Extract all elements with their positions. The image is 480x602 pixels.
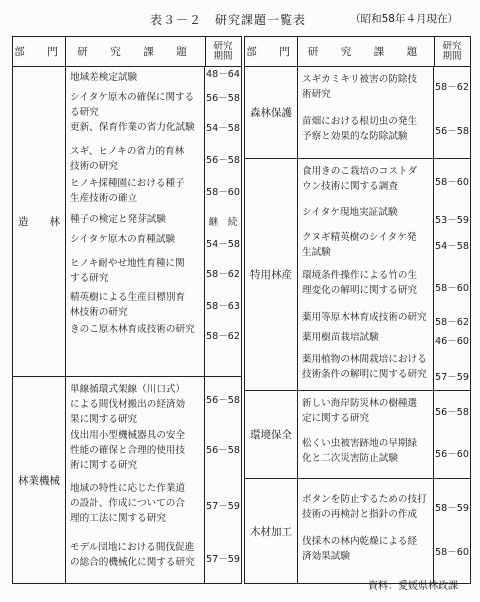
header-period [205,37,241,66]
right-period-cell: 56－60 [434,449,469,460]
left-period-cell: 58－62 [205,331,240,342]
topic-line: 技術条件の解明に関する研究 [302,369,427,380]
left-period-cell: 56－58 [205,395,240,406]
left-topic-cell [70,144,184,174]
topic-line: の総合的機械化に関する研究 [70,557,195,568]
left-topic-cell [70,90,194,120]
left-period-cell: 54－58 [205,239,240,250]
left-topic-cell [70,120,195,135]
right-period-cell: 58－60 [434,283,469,294]
topic-line: 術研究 [302,89,331,100]
topic-line: 食用きのこ栽培のコストダ [302,166,418,177]
topic-line: ウン技術に関する調査 [302,181,398,192]
header-topic: 研 究 課 題 [65,37,206,66]
left-topic-cell [70,232,175,247]
right-topic-cell [302,534,417,564]
left-period-cell: 継 続 [208,217,238,228]
topic-line: る研究 [70,107,99,118]
right-topic-cell [302,114,417,144]
left-topic-cell [70,212,166,227]
left-period-cell: 58－60 [205,187,240,198]
right-topic-cell [302,436,417,466]
left-period-cell: 58－62 [205,269,240,280]
left-period-cell: 58－63 [205,301,240,312]
topic-line: スギカミキリ被害の防除技 [302,74,418,85]
header-period-line1: 研究 [213,40,233,52]
topic-line: 理的工法に関する研究 [70,513,166,524]
header-period-line2: 期間 [213,50,233,62]
header-topic: 研 究 課 題 [297,37,435,66]
right-period-cell: 58－60 [434,547,469,558]
topic-line: クヌギ精英樹のシイタケ発 [302,232,417,243]
header-dept: 部 門 [245,37,298,66]
left-period-cell: 57－59 [205,501,240,512]
left-topic-cell [70,382,185,427]
topic-line: きのこ原木林育成技術の研究 [70,324,195,335]
right-topic-cell [302,492,427,522]
right-period-cell: 53－59 [434,215,469,226]
right-dept-label: 木材加工 [250,525,292,538]
left-table-header [13,37,241,67]
right-period-cell: 54－58 [434,241,469,252]
right-dept-cell [245,66,297,158]
right-table [244,36,471,584]
topic-line: の設計、作成についての合 [70,498,185,509]
topic-line: 単線循環式架線（川口式） [70,384,186,395]
topic-line: ボタンを防止するための技打 [302,494,427,505]
left-topic-cell [70,428,185,473]
right-topic-cell [302,310,427,325]
topic-line: 術に関する研究 [70,460,138,471]
left-topic-cell [70,481,185,526]
left-period-cell: 57－59 [205,554,240,565]
topic-line: 林技術の研究 [70,307,128,318]
right-topic-cell [302,205,397,220]
left-topic-cell [70,176,185,206]
right-dept-label: 森林保護 [250,106,292,119]
topic-line: 地域の特性に応じた作業道 [70,483,186,494]
topic-line: 定に関する研究 [302,413,370,424]
topic-line: 生産技術の確立 [70,193,138,204]
topic-line: 薬用等原木林育成技術の研究 [302,312,427,323]
topic-line: 伐出用小型機械器具の安全 [70,430,186,441]
left-dept-label: 林業機械 [18,474,60,487]
right-topic-cell [302,352,427,382]
right-period-cell: 58－59 [434,503,469,514]
right-topic-cell [302,268,417,298]
topic-line: 技術の再検討と指針の作成 [302,509,418,520]
topic-line: 種子の検定と発芽試験 [70,214,166,225]
topic-line: 果に関する研究 [70,414,138,425]
right-period-cell: 58－60 [434,177,469,188]
left-topic-cell [70,70,137,85]
left-topic-cell [70,540,195,570]
right-period-cell: 56－58 [434,126,469,137]
left-topic-cell [70,290,185,320]
topic-line: 地域差検定試験 [70,72,138,83]
right-period-cell: 56－58 [434,407,469,418]
left-period-cell: 56－58 [205,93,240,104]
right-dept-label: 環境保全 [250,429,292,441]
left-table [12,36,242,584]
topic-line: 済効果試験 [302,551,350,562]
header-period-line1: 研究 [442,40,462,52]
left-period-cell: 48－64 [205,69,240,80]
topic-line: 苗畑における根切虫の発生 [302,116,418,127]
right-topic-cell [302,330,379,345]
topic-line: 環境条件操作による竹の生 [302,270,418,281]
left-topic-cell [70,322,195,337]
topic-line: 松くい虫被害跡地の早期緑 [302,438,418,449]
as-of-date: （昭和58年４月現在） [350,13,458,25]
right-dept-label: 特用林産 [250,269,292,281]
topic-line: ヒノキ耐やせ地性育種に関 [70,258,185,269]
topic-line: 更新、保育作業の省力化試験 [70,122,195,133]
topic-line: 精英樹による生産目標別育 [70,292,186,303]
right-period-cell: 46－60 [434,336,469,347]
topic-line: 技術の研究 [70,161,118,172]
right-period-cell: 58－62 [434,317,469,328]
topic-line: 予察と効果的な防除試験 [302,131,408,142]
topic-line: シイタケ原木の確保に関する [70,92,195,103]
source-note: 資料：愛媛県林政課 [368,581,458,592]
topic-line: シイタケ原木の育種試験 [70,234,176,245]
right-topic-cell [302,72,417,102]
left-period-cell: 56－58 [205,155,240,166]
right-topic-cell [302,396,417,426]
header-period [434,37,470,66]
topic-line: 伐採木の林内乾燥による経 [302,536,418,547]
left-topic-cell [70,256,185,286]
left-period-cell: 56－58 [205,445,240,456]
left-period-cell: 54－58 [205,123,240,134]
topic-line: 理変化の解明に関する研究 [302,285,418,296]
topic-line: モデル団地における間伐促進 [70,542,195,553]
topic-line: ヒノキ採種園における種子 [70,178,185,189]
topic-line: スギ、ヒノキの省力的育林 [70,146,185,157]
topic-line: シイタケ現地実証試験 [302,207,398,218]
right-period-cell: 58－62 [434,82,469,93]
left-dept-label: 造 林 [18,215,60,228]
topic-line: 新しい海岸防災林の樹種選 [302,398,418,409]
topic-line: する研究 [70,273,109,284]
topic-line: 化と二次災害防止試験 [302,453,398,464]
topic-line: 生試験 [302,247,331,258]
right-table-header [245,37,470,67]
left-dept-cell [13,66,65,376]
topic-line: による間伐材搬出の経済効 [70,399,186,410]
topic-line: 性能の確保と合理的使用技 [70,445,186,456]
right-topic-cell [302,164,417,194]
header-dept: 部 門 [13,37,66,66]
right-topic-cell [302,230,416,260]
right-period-cell: 57－59 [434,372,469,383]
table-title: 表３－２ 研究課題一覧表 [150,13,307,27]
header-period-line2: 期間 [442,50,462,62]
topic-line: 薬用樹苗栽培試験 [302,332,379,343]
topic-line: 薬用植物の林間栽培における [302,354,427,365]
